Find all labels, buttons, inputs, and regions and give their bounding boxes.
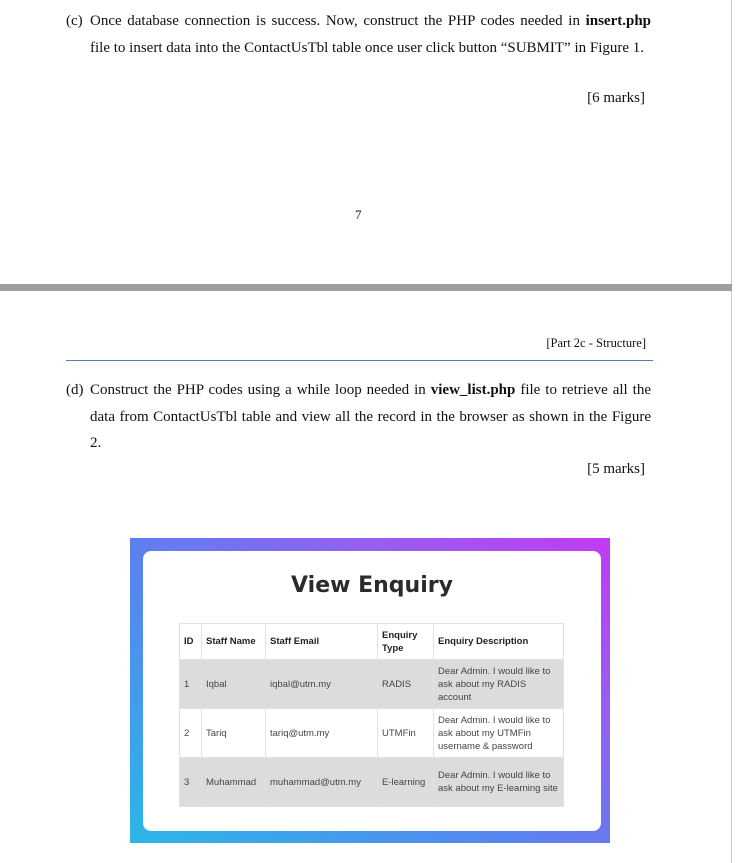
table-row bbox=[180, 660, 564, 709]
cell-enquiry-description: Dear Admin. I would like to ask about my E-learning site bbox=[434, 758, 564, 807]
question-d-text bbox=[66, 377, 651, 457]
cell-id: 2 bbox=[180, 709, 202, 758]
figure-2-screenshot bbox=[130, 538, 610, 843]
table-row bbox=[180, 709, 564, 758]
header-note: [Part 2c - Structure] bbox=[546, 336, 646, 350]
question-d-marks: [5 marks] bbox=[587, 461, 645, 477]
cell-enquiry-type: RADIS bbox=[378, 660, 434, 709]
table-row bbox=[180, 758, 564, 807]
cell-id: 3 bbox=[180, 758, 202, 807]
question-d-filename: view_list.php bbox=[430, 382, 516, 398]
document-page-7 bbox=[0, 0, 732, 284]
col-header-enquiry-type: Enquiry Type bbox=[378, 624, 434, 660]
header-rule bbox=[66, 360, 653, 361]
page-number: 7 bbox=[355, 207, 362, 222]
view-enquiry-title: View Enquiry bbox=[291, 573, 453, 598]
view-enquiry-card bbox=[143, 551, 601, 831]
question-d-text-part1: Construct the PHP codes using a while loop needed in bbox=[90, 382, 431, 398]
col-header-staff-email: Staff Email bbox=[266, 624, 378, 660]
question-c bbox=[66, 8, 651, 61]
col-header-enquiry-description: Enquiry Description bbox=[434, 624, 564, 660]
document-page-8 bbox=[0, 291, 732, 863]
question-c-text bbox=[66, 8, 651, 61]
cell-enquiry-type: E-learning bbox=[378, 758, 434, 807]
question-c-text-part2: file to insert data into the ContactUsTbl table once user click button “SUBMIT” in Figure 1. bbox=[90, 39, 645, 56]
cell-staff-name: Iqbal bbox=[202, 660, 266, 709]
cell-staff-email: tariq@utm.my bbox=[266, 709, 378, 758]
cell-enquiry-description: Dear Admin. I would like to ask about my UTMFin username & password bbox=[434, 709, 564, 758]
question-c-text-part1: Once database connection is success. Now, construct the PHP codes needed in bbox=[90, 13, 586, 29]
col-header-staff-name: Staff Name bbox=[202, 624, 266, 660]
cell-staff-email: muhammad@utm.my bbox=[266, 758, 378, 807]
page-separator bbox=[0, 284, 737, 291]
question-c-marks: [6 marks] bbox=[587, 90, 645, 106]
table-header-row bbox=[180, 624, 564, 660]
question-d-label: (d) bbox=[66, 382, 84, 398]
enquiry-table bbox=[179, 623, 564, 807]
question-c-filename: insert.php bbox=[585, 13, 651, 29]
cell-enquiry-description: Dear Admin. I would like to ask about my RADIS account bbox=[434, 660, 564, 709]
question-d-text-part2: file to retrieve all the data from ContactUsTbl table and view all the record in the browser as shown in the Figure 2. bbox=[90, 382, 651, 451]
col-header-id: ID bbox=[180, 624, 202, 660]
viewer-gutter bbox=[732, 0, 737, 863]
question-c-label: (c) bbox=[66, 13, 83, 29]
cell-staff-email: iqbal@utm.my bbox=[266, 660, 378, 709]
question-d bbox=[66, 377, 651, 457]
cell-id: 1 bbox=[180, 660, 202, 709]
cell-staff-name: Tariq bbox=[202, 709, 266, 758]
cell-staff-name: Muhammad bbox=[202, 758, 266, 807]
cell-enquiry-type: UTMFin bbox=[378, 709, 434, 758]
